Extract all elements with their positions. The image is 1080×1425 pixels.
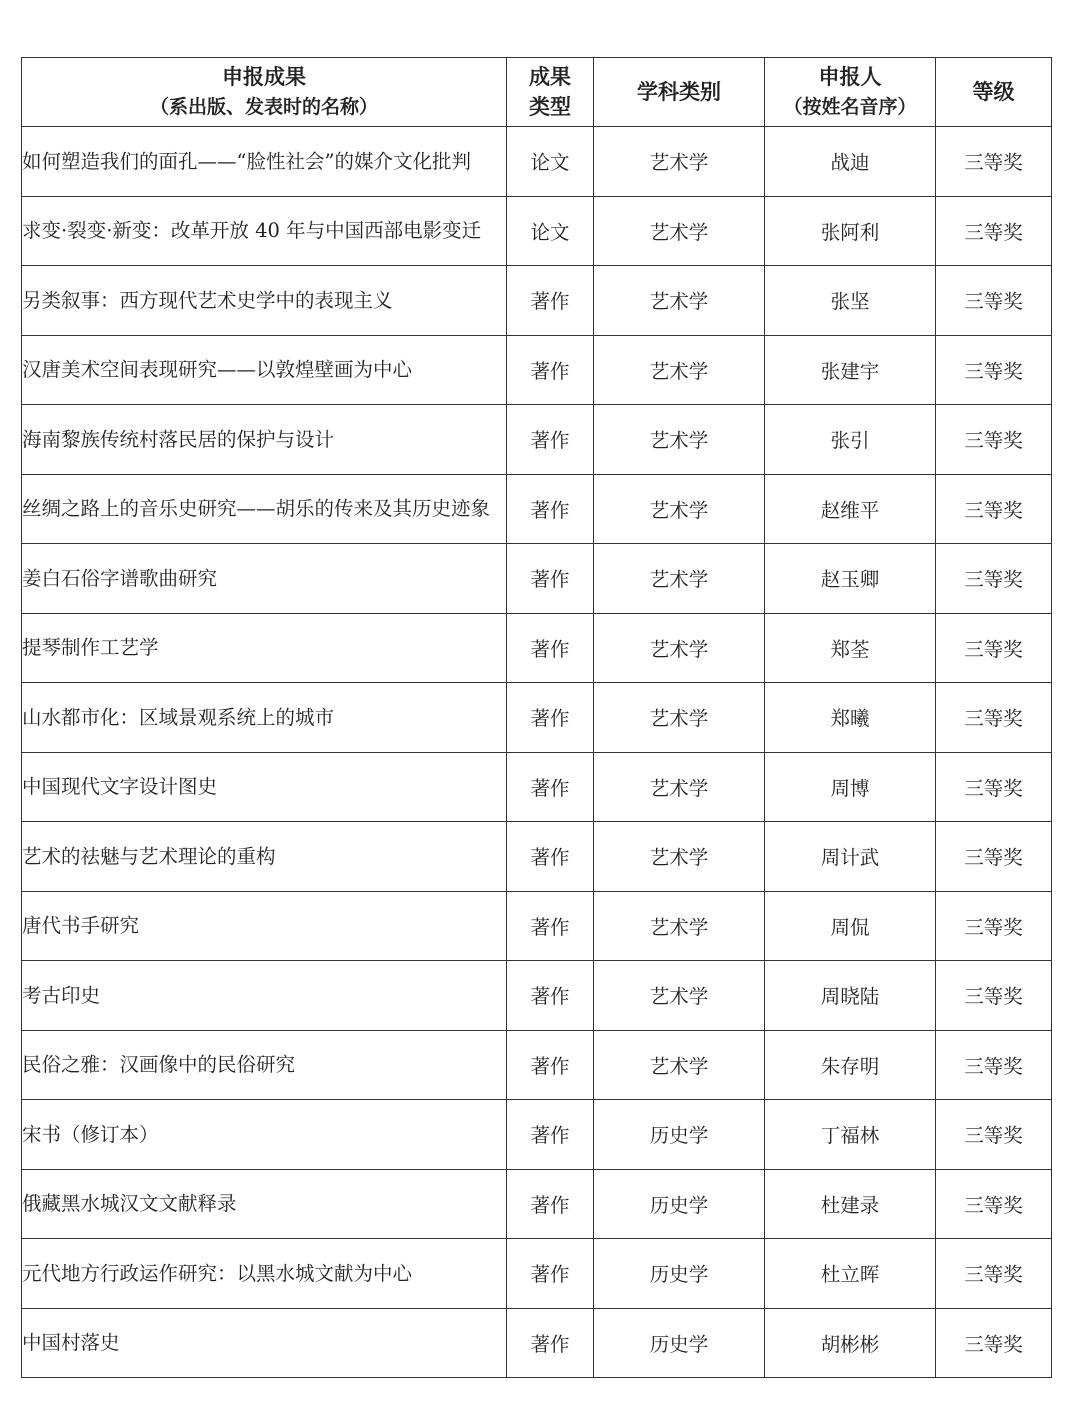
cell-type: 著作 bbox=[507, 335, 594, 405]
cell-title: 艺术的祛魅与艺术理论的重构 bbox=[22, 822, 507, 892]
header-applicant bbox=[765, 58, 936, 127]
cell-applicant: 张坚 bbox=[765, 266, 936, 336]
table-row bbox=[22, 822, 1052, 892]
cell-discipline: 艺术学 bbox=[594, 683, 765, 753]
cell-type: 著作 bbox=[507, 474, 594, 544]
cell-level: 三等奖 bbox=[936, 1030, 1052, 1100]
cell-level: 三等奖 bbox=[936, 474, 1052, 544]
cell-title: 元代地方行政运作研究：以黑水城文献为中心 bbox=[22, 1239, 507, 1309]
cell-discipline: 艺术学 bbox=[594, 335, 765, 405]
table-row bbox=[22, 1100, 1052, 1170]
cell-type: 论文 bbox=[507, 196, 594, 266]
cell-discipline: 历史学 bbox=[594, 1308, 765, 1378]
cell-title: 唐代书手研究 bbox=[22, 891, 507, 961]
cell-discipline: 艺术学 bbox=[594, 1030, 765, 1100]
cell-applicant: 张阿利 bbox=[765, 196, 936, 266]
cell-title: 中国村落史 bbox=[22, 1308, 507, 1378]
cell-applicant: 赵维平 bbox=[765, 474, 936, 544]
cell-applicant: 张建宇 bbox=[765, 335, 936, 405]
cell-applicant: 胡彬彬 bbox=[765, 1308, 936, 1378]
cell-discipline: 艺术学 bbox=[594, 613, 765, 683]
cell-applicant: 周晓陆 bbox=[765, 961, 936, 1031]
header-title bbox=[22, 58, 507, 127]
cell-title: 俄藏黑水城汉文文献释录 bbox=[22, 1169, 507, 1239]
cell-type: 著作 bbox=[507, 1169, 594, 1239]
table-row bbox=[22, 752, 1052, 822]
cell-title: 海南黎族传统村落民居的保护与设计 bbox=[22, 405, 507, 475]
cell-applicant: 郑曦 bbox=[765, 683, 936, 753]
cell-type: 著作 bbox=[507, 752, 594, 822]
cell-type: 著作 bbox=[507, 1239, 594, 1309]
cell-applicant: 朱存明 bbox=[765, 1030, 936, 1100]
cell-applicant: 郑荃 bbox=[765, 613, 936, 683]
header-row bbox=[22, 58, 1052, 127]
cell-type: 著作 bbox=[507, 1030, 594, 1100]
cell-applicant: 战迪 bbox=[765, 127, 936, 197]
cell-type: 论文 bbox=[507, 127, 594, 197]
header-type-line2: 类型 bbox=[529, 95, 571, 119]
cell-title: 姜白石俗字谱歌曲研究 bbox=[22, 544, 507, 614]
cell-applicant: 杜建录 bbox=[765, 1169, 936, 1239]
table-row bbox=[22, 891, 1052, 961]
cell-title: 汉唐美术空间表现研究——以敦煌壁画为中心 bbox=[22, 335, 507, 405]
cell-type: 著作 bbox=[507, 891, 594, 961]
table-row bbox=[22, 1030, 1052, 1100]
cell-type: 著作 bbox=[507, 405, 594, 475]
cell-title: 丝绸之路上的音乐史研究——胡乐的传来及其历史迹象 bbox=[22, 474, 507, 544]
cell-level: 三等奖 bbox=[936, 1239, 1052, 1309]
cell-level: 三等奖 bbox=[936, 196, 1052, 266]
cell-applicant: 赵玉卿 bbox=[765, 544, 936, 614]
cell-applicant: 丁福林 bbox=[765, 1100, 936, 1170]
table-row bbox=[22, 196, 1052, 266]
cell-level: 三等奖 bbox=[936, 961, 1052, 1031]
cell-type: 著作 bbox=[507, 683, 594, 753]
cell-type: 著作 bbox=[507, 544, 594, 614]
cell-discipline: 艺术学 bbox=[594, 405, 765, 475]
table-row bbox=[22, 127, 1052, 197]
cell-level: 三等奖 bbox=[936, 266, 1052, 336]
cell-discipline: 艺术学 bbox=[594, 752, 765, 822]
table-row bbox=[22, 544, 1052, 614]
cell-level: 三等奖 bbox=[936, 683, 1052, 753]
cell-level: 三等奖 bbox=[936, 544, 1052, 614]
cell-discipline: 艺术学 bbox=[594, 961, 765, 1031]
table-row bbox=[22, 613, 1052, 683]
cell-type: 著作 bbox=[507, 961, 594, 1031]
header-title-sub: （系出版、发表时的名称） bbox=[149, 96, 378, 118]
table-row bbox=[22, 335, 1052, 405]
cell-level: 三等奖 bbox=[936, 1169, 1052, 1239]
table-row bbox=[22, 1169, 1052, 1239]
cell-level: 三等奖 bbox=[936, 405, 1052, 475]
cell-applicant: 杜立晖 bbox=[765, 1239, 936, 1309]
cell-discipline: 艺术学 bbox=[594, 127, 765, 197]
cell-level: 三等奖 bbox=[936, 1308, 1052, 1378]
cell-title: 宋书（修订本） bbox=[22, 1100, 507, 1170]
cell-applicant: 周博 bbox=[765, 752, 936, 822]
cell-level: 三等奖 bbox=[936, 822, 1052, 892]
table-row bbox=[22, 961, 1052, 1031]
cell-title: 民俗之雅：汉画像中的民俗研究 bbox=[22, 1030, 507, 1100]
header-type bbox=[507, 58, 594, 127]
cell-discipline: 历史学 bbox=[594, 1100, 765, 1170]
cell-type: 著作 bbox=[507, 613, 594, 683]
header-title-main: 申报成果 bbox=[222, 65, 306, 89]
cell-title: 山水都市化：区域景观系统上的城市 bbox=[22, 683, 507, 753]
cell-level: 三等奖 bbox=[936, 752, 1052, 822]
cell-discipline: 艺术学 bbox=[594, 474, 765, 544]
cell-title: 中国现代文字设计图史 bbox=[22, 752, 507, 822]
table-row bbox=[22, 474, 1052, 544]
cell-applicant: 张引 bbox=[765, 405, 936, 475]
header-applicant-sub: （按姓名音序） bbox=[783, 96, 917, 118]
cell-title: 如何塑造我们的面孔——“脸性社会”的媒介文化批判 bbox=[22, 127, 507, 197]
header-applicant-main: 申报人 bbox=[818, 65, 882, 89]
cell-level: 三等奖 bbox=[936, 127, 1052, 197]
cell-level: 三等奖 bbox=[936, 891, 1052, 961]
table-header bbox=[22, 58, 1052, 127]
cell-discipline: 历史学 bbox=[594, 1239, 765, 1309]
cell-discipline: 艺术学 bbox=[594, 891, 765, 961]
cell-title: 求变·裂变·新变：改革开放 40 年与中国西部电影变迁 bbox=[22, 196, 507, 266]
header-discipline-label: 学科类别 bbox=[637, 80, 721, 104]
cell-applicant: 周计武 bbox=[765, 822, 936, 892]
cell-type: 著作 bbox=[507, 266, 594, 336]
cell-type: 著作 bbox=[507, 1100, 594, 1170]
table-row bbox=[22, 266, 1052, 336]
header-type-line1: 成果 bbox=[529, 65, 571, 89]
cell-discipline: 艺术学 bbox=[594, 822, 765, 892]
header-discipline bbox=[594, 58, 765, 127]
cell-title: 考古印史 bbox=[22, 961, 507, 1031]
cell-discipline: 艺术学 bbox=[594, 544, 765, 614]
header-level-label: 等级 bbox=[972, 80, 1015, 104]
header-level bbox=[936, 58, 1052, 127]
cell-level: 三等奖 bbox=[936, 613, 1052, 683]
table-row bbox=[22, 1308, 1052, 1378]
cell-title: 提琴制作工艺学 bbox=[22, 613, 507, 683]
cell-type: 著作 bbox=[507, 1308, 594, 1378]
cell-level: 三等奖 bbox=[936, 1100, 1052, 1170]
table-row bbox=[22, 1239, 1052, 1309]
cell-applicant: 周侃 bbox=[765, 891, 936, 961]
cell-discipline: 艺术学 bbox=[594, 196, 765, 266]
table-body bbox=[22, 127, 1052, 1378]
cell-level: 三等奖 bbox=[936, 335, 1052, 405]
cell-type: 著作 bbox=[507, 822, 594, 892]
cell-discipline: 艺术学 bbox=[594, 266, 765, 336]
table-row bbox=[22, 405, 1052, 475]
cell-discipline: 历史学 bbox=[594, 1169, 765, 1239]
table-row bbox=[22, 683, 1052, 753]
cell-title: 另类叙事：西方现代艺术史学中的表现主义 bbox=[22, 266, 507, 336]
awards-table bbox=[21, 57, 1052, 1378]
